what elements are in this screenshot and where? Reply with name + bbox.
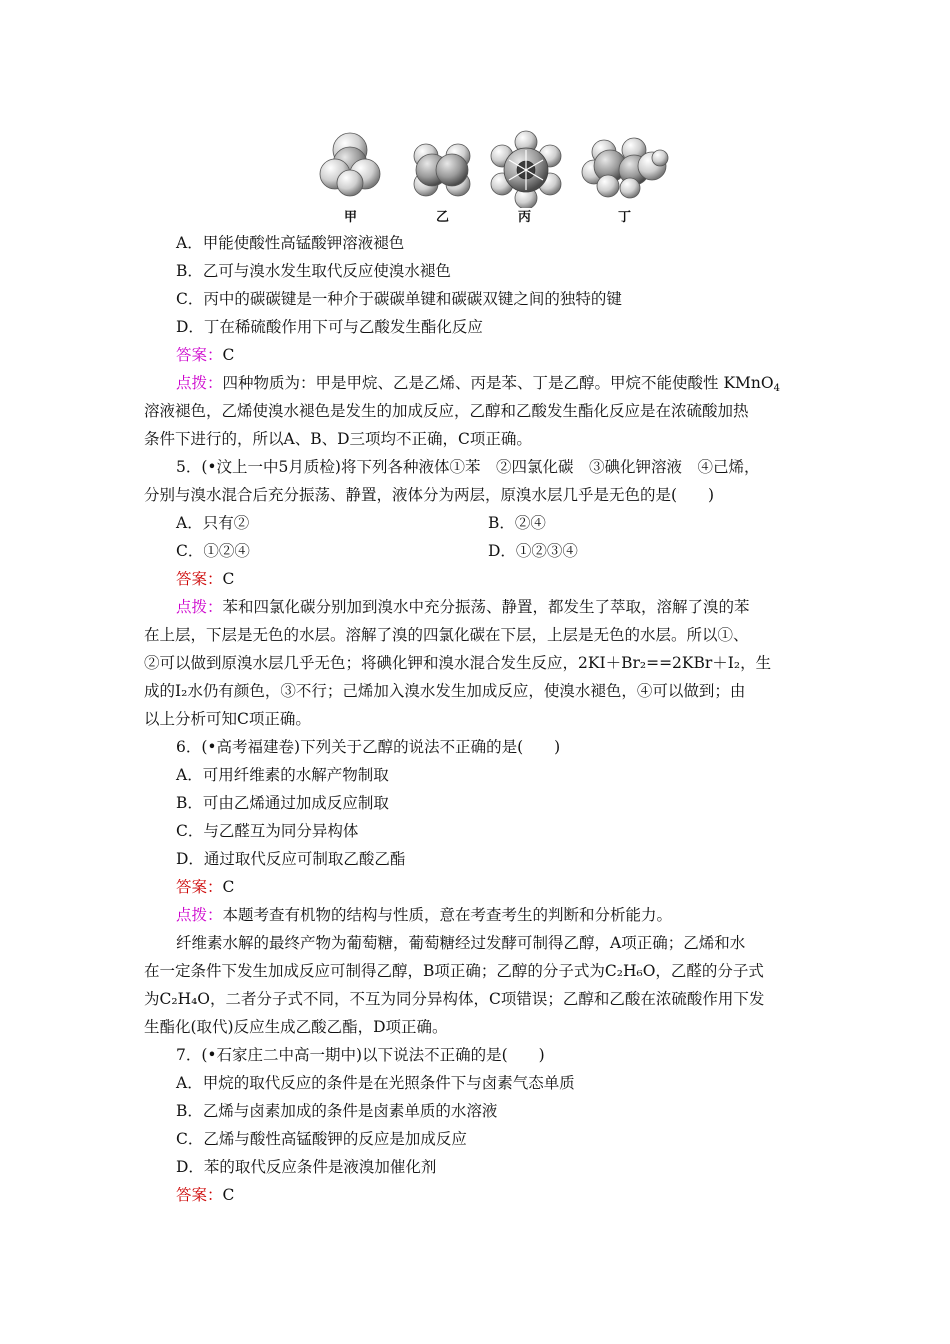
q4-hint-label: 点拨：	[176, 374, 223, 392]
q6-option-b: B．可由乙烯通过加成反应制取	[176, 794, 389, 812]
figure-label-yi: 乙	[436, 210, 450, 225]
q6-hint-label: 点拨：	[176, 906, 223, 924]
q6-explain-line-4: 生酯化(取代)反应生成乙酸乙酯，D项正确。	[144, 1018, 448, 1036]
q5-answer-value: C	[222, 570, 235, 588]
q6-option-d: D．通过取代反应可制取乙酸乙酯	[176, 850, 406, 868]
q4-answer	[176, 345, 234, 365]
q4-hint-line-2: 溶液褪色，乙烯使溴水褪色是发生的加成反应，乙醇和乙酸发生酯化反应是在浓硫酸加热	[144, 402, 749, 420]
q6-answer-value: C	[222, 878, 235, 896]
q7-stem: 7．(•石家庄二中高一期中)以下说法不正确的是( )	[176, 1046, 545, 1064]
figure-label-jia: 甲	[344, 210, 358, 225]
q6-option-a: A．可用纤维素的水解产物制取	[176, 766, 389, 784]
q4-hint-text-1: 四种物质为：甲是甲烷、乙是乙烯、丙是苯、丁是乙醇。甲烷不能使酸性 KMnO	[222, 374, 774, 392]
q7-answer	[176, 1185, 234, 1205]
figure-label-ding: 丁	[618, 210, 632, 225]
q5-option-c: C．①②④	[176, 542, 250, 560]
molecule-models-svg	[318, 128, 670, 208]
q6-explain-line-2: 在一定条件下发生加成反应可制得乙醇，B项正确；乙醇的分子式为C₂H₆O，乙醛的分子式	[144, 962, 764, 980]
q6-hint	[176, 905, 672, 925]
q5-answer-label: 答案：	[176, 570, 223, 588]
q4-hint-line-3: 条件下进行的，所以A、B、D三项均不正确，C项正确。	[144, 430, 532, 448]
q6-stem: 6．(•高考福建卷)下列关于乙醇的说法不正确的是( )	[176, 738, 561, 756]
q7-answer-value: C	[222, 1186, 235, 1204]
benzene-model	[491, 131, 561, 208]
q4-kmno-subscript: 4	[773, 383, 780, 394]
q4-answer-value: C	[222, 346, 235, 364]
q5-stem-line-2: 分别与溴水混合后充分振荡、静置，液体分为两层，原溴水层几乎是无色的是( )	[144, 486, 715, 504]
q5-hint-line-3: ②可以做到原溴水层几乎无色；将碘化钾和溴水混合发生反应，2KI＋Br₂==2KBr＋I₂，生	[144, 654, 772, 672]
q5-hint-line-5: 以上分析可知C项正确。	[144, 710, 311, 728]
q6-option-c: C．与乙醛互为同分异构体	[176, 822, 359, 840]
q5-hint-label: 点拨：	[176, 598, 223, 616]
q5-options-row-2	[176, 541, 776, 561]
q5-option-b: B．②④	[488, 514, 546, 532]
q5-hint-text-1: 苯和四氯化碳分别加到溴水中充分振荡、静置，都发生了萃取，溶解了溴的苯	[222, 598, 750, 616]
q4-hint-line-1	[176, 373, 780, 393]
q5-hint-line-1	[176, 597, 750, 617]
q5-hint-line-4: 成的I₂水仍有颜色，③不行；己烯加入溴水发生加成反应，使溴水褪色，④可以做到；由	[144, 682, 746, 700]
q4-option-d: D．丁在稀硫酸作用下可与乙酸发生酯化反应	[176, 318, 483, 336]
q5-option-d: D．①②③④	[488, 542, 578, 560]
q5-hint-line-2: 在上层，下层是无色的水层。溶解了溴的四氯化碳在下层，上层是无色的水层。所以①、	[144, 626, 749, 644]
methane-model	[320, 133, 380, 196]
ethylene-model	[414, 144, 470, 196]
q4-option-b: B．乙可与溴水发生取代反应使溴水褪色	[176, 262, 451, 280]
q6-answer-label: 答案：	[176, 878, 223, 896]
q5-stem-line-1: 5．(•汶上一中5月质检)将下列各种液体①苯 ②四氯化碳 ③碘化钾溶液 ④己烯，	[176, 458, 760, 476]
q5-option-a: A．只有②	[176, 514, 250, 532]
q7-option-a: A．甲烷的取代反应的条件是在光照条件下与卤素气态单质	[176, 1074, 575, 1092]
q5-answer	[176, 569, 234, 589]
ethanol-model	[582, 138, 668, 198]
q7-option-b: B．乙烯与卤素加成的条件是卤素单质的水溶液	[176, 1102, 498, 1120]
q4-option-c: C．丙中的碳碳键是一种介于碳碳单键和碳碳双键之间的独特的键	[176, 290, 622, 308]
q7-option-c: C．乙烯与酸性高锰酸钾的反应是加成反应	[176, 1130, 467, 1148]
figure-label-bing: 丙	[518, 210, 532, 225]
q6-explain-line-3: 为C₂H₄O，二者分子式不同，不互为同分异构体，C项错误；乙醇和乙酸在浓硫酸作用下发	[144, 990, 765, 1008]
molecule-models-figure	[318, 128, 670, 224]
q7-option-d: D．苯的取代反应条件是液溴加催化剂	[176, 1158, 437, 1176]
q5-options-row-1	[176, 513, 776, 533]
q4-option-a: A．甲能使酸性高锰酸钾溶液褪色	[176, 234, 405, 252]
q6-explain-line-1: 纤维素水解的最终产物为葡萄糖，葡萄糖经过发酵可制得乙醇，A项正确；乙烯和水	[176, 934, 746, 952]
q7-answer-label: 答案：	[176, 1186, 223, 1204]
q6-hint-text: 本题考查有机物的结构与性质，意在考查考生的判断和分析能力。	[222, 906, 673, 924]
q4-answer-label: 答案：	[176, 346, 223, 364]
q6-answer	[176, 877, 234, 897]
